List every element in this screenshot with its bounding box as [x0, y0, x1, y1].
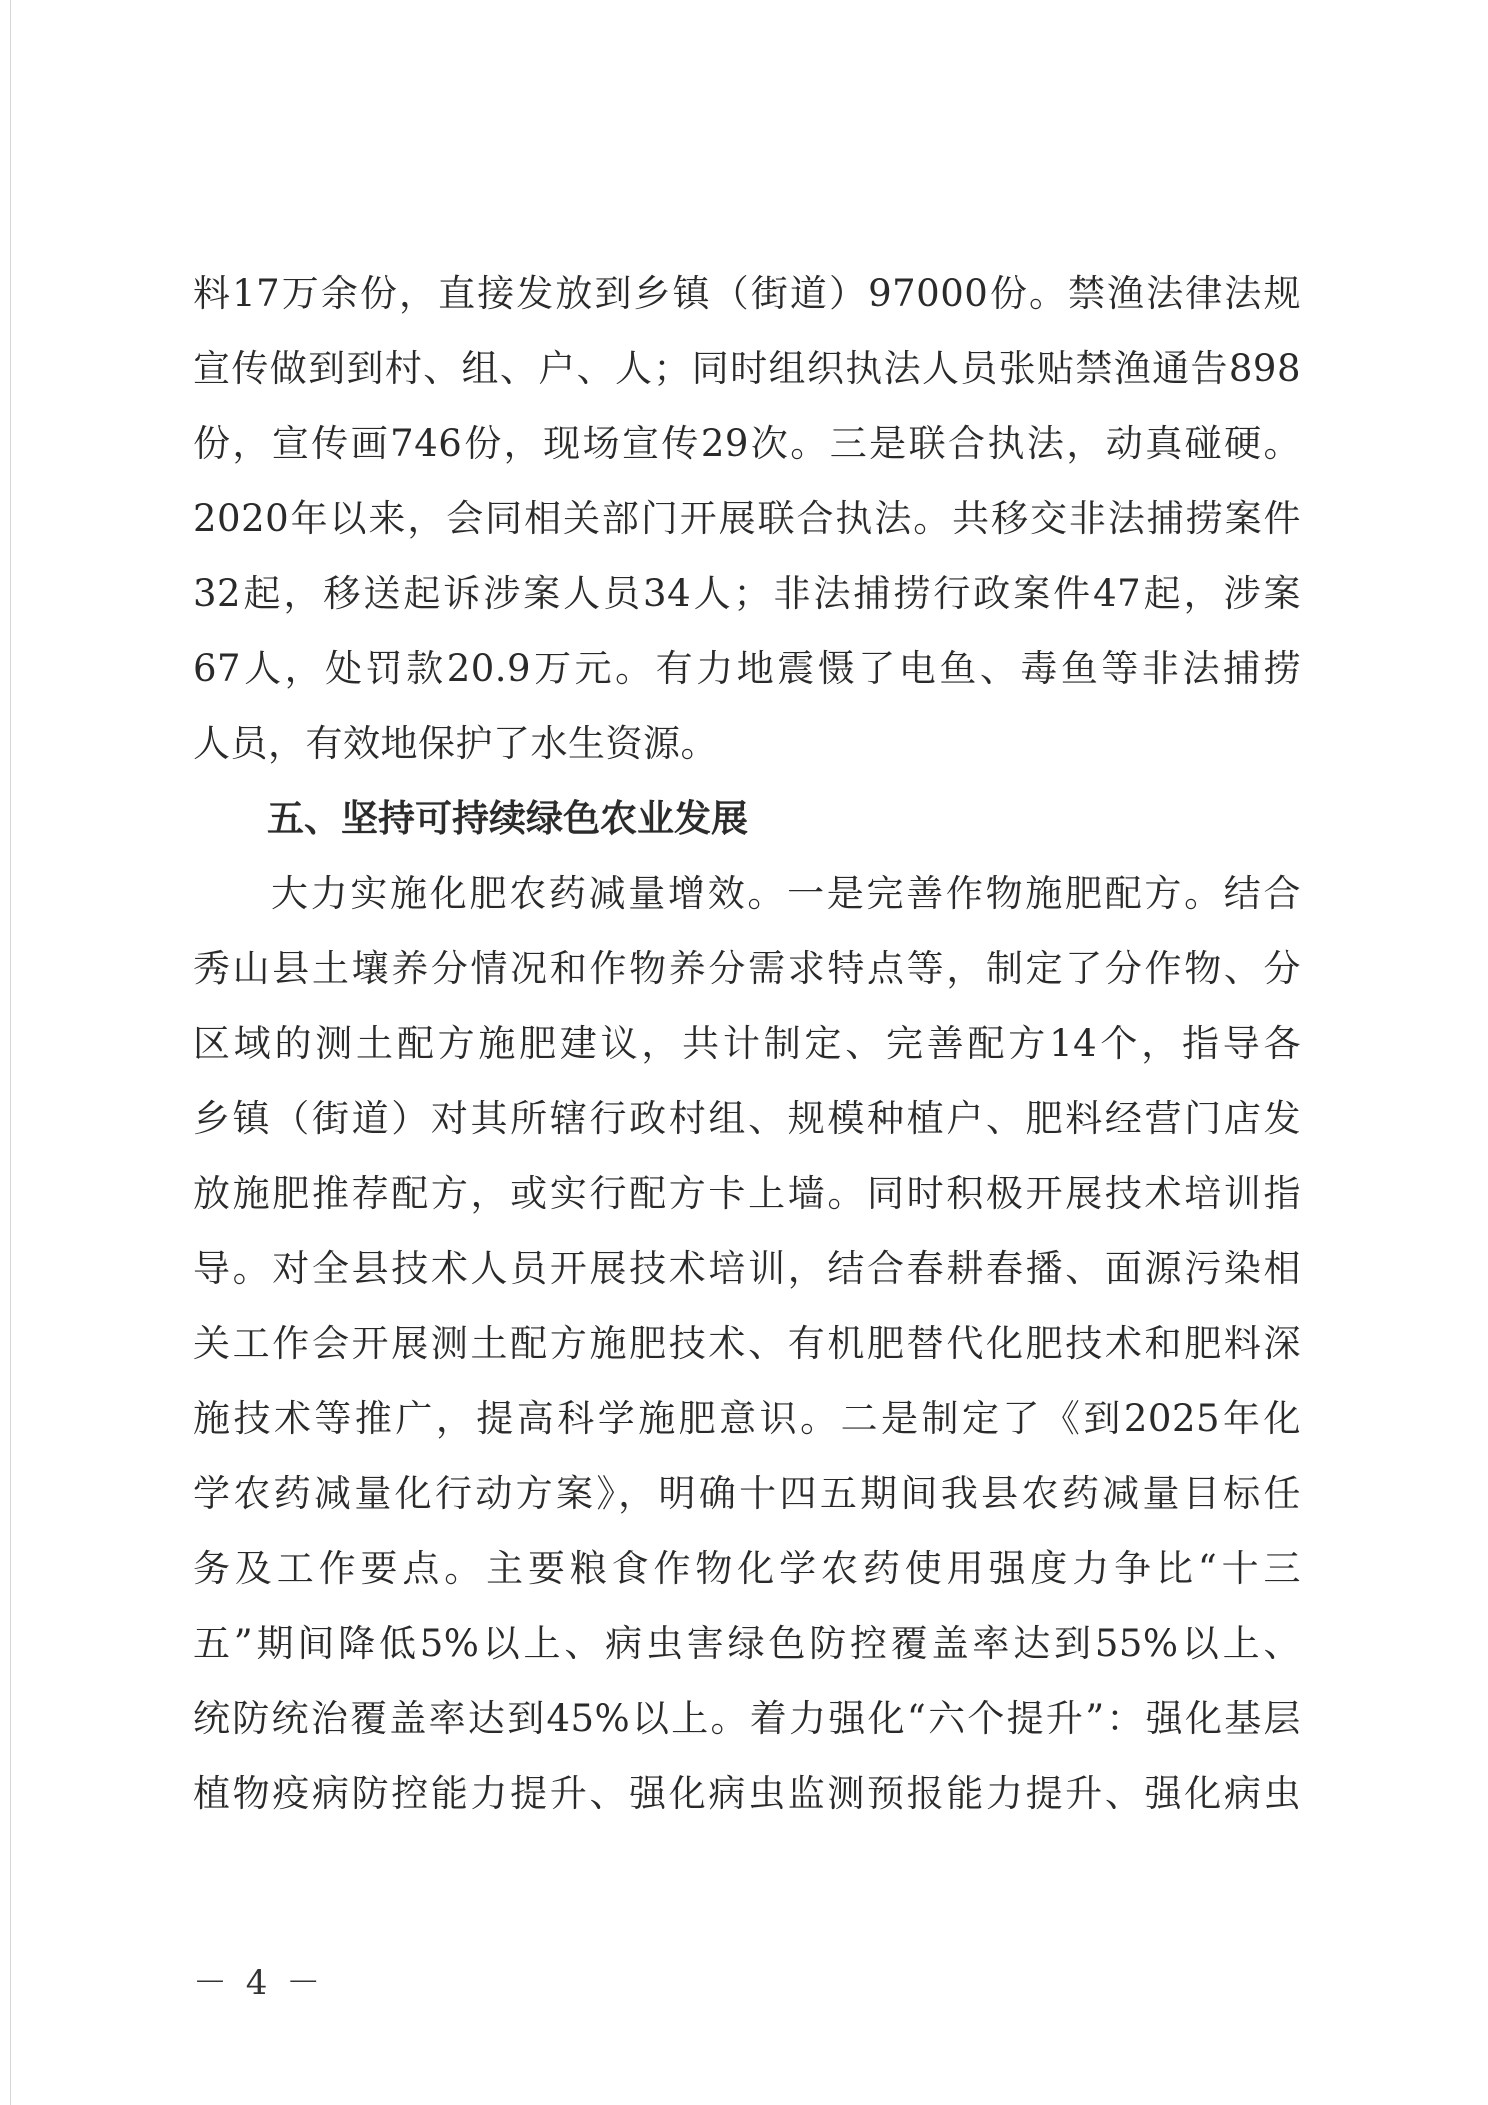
text-line: 67人，处罚款20.9万元。有力地震慑了电鱼、毒鱼等非法捕捞: [193, 647, 1301, 690]
text-line: 统防统治覆盖率达到45%以上。着力强化“六个提升”：强化基层: [193, 1697, 1301, 1740]
text-line: 区域的测土配方施肥建议，共计制定、完善配方14个，指导各: [193, 1022, 1301, 1065]
section-heading: 五、坚持可持续绿色农业发展: [267, 797, 748, 840]
page-number: － 4 －: [193, 1963, 325, 2003]
text-line: 宣传做到到村、组、户、人；同时组织执法人员张贴禁渔通告898: [193, 347, 1301, 390]
page-edge-line: [10, 0, 11, 2105]
text-line: 五”期间降低5%以上、病虫害绿色防控覆盖率达到55%以上、: [193, 1622, 1301, 1665]
text-line: 份，宣传画746份，现场宣传29次。三是联合执法，动真碰硬。: [193, 422, 1301, 465]
text-line: 施技术等推广，提高科学施肥意识。二是制定了《到2025年化: [193, 1397, 1301, 1440]
text-line: 关工作会开展测土配方施肥技术、有机肥替代化肥技术和肥料深: [193, 1322, 1301, 1365]
text-line: 大力实施化肥农药减量增效。一是完善作物施肥配方。结合: [271, 872, 1301, 915]
text-line: 导。对全县技术人员开展技术培训，结合春耕春播、面源污染相: [193, 1247, 1301, 1290]
document-body: [193, 256, 1301, 1831]
text-line: 植物疫病防控能力提升、强化病虫监测预报能力提升、强化病虫: [193, 1772, 1301, 1815]
text-line: 人员，有效地保护了水生资源。: [193, 722, 718, 765]
paragraph-2: [193, 856, 1301, 1831]
text-line: 务及工作要点。主要粮食作物化学农药使用强度力争比“十三: [193, 1547, 1301, 1590]
text-line: 放施肥推荐配方，或实行配方卡上墙。同时积极开展技术培训指: [193, 1172, 1301, 1215]
text-line: 料17万余份，直接发放到乡镇（街道）97000份。禁渔法律法规: [193, 272, 1301, 315]
text-line: 学农药减量化行动方案》，明确十四五期间我县农药减量目标任: [193, 1472, 1301, 1515]
text-line: 秀山县土壤养分情况和作物养分需求特点等，制定了分作物、分: [193, 947, 1301, 990]
text-line: 乡镇（街道）对其所辖行政村组、规模种植户、肥料经营门店发: [193, 1097, 1301, 1140]
text-line: 32起，移送起诉涉案人员34人；非法捕捞行政案件47起，涉案: [193, 572, 1301, 615]
paragraph-1: [193, 256, 1301, 781]
text-line: 2020年以来，会同相关部门开展联合执法。共移交非法捕捞案件: [193, 497, 1301, 540]
